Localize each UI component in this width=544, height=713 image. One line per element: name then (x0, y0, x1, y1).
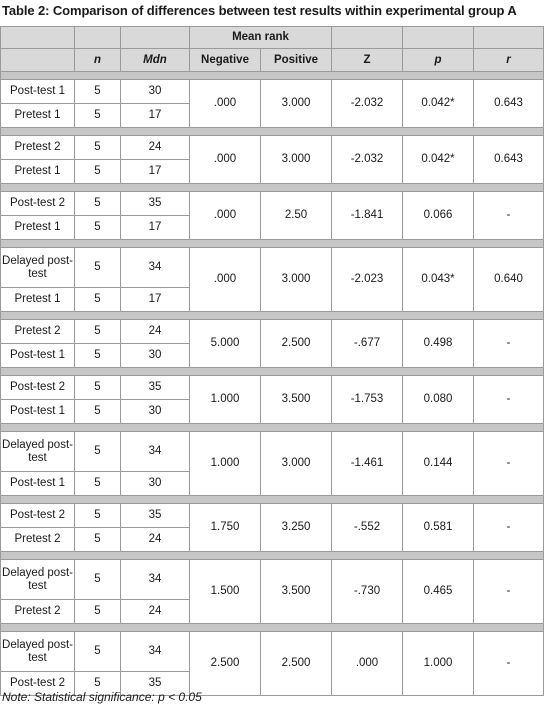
group-separator (1, 72, 544, 80)
z-cell: .000 (332, 632, 403, 696)
row-label: Post-test 1 (1, 344, 75, 368)
negative-cell: 1.000 (190, 432, 261, 496)
row-label: Post-test 2 (1, 376, 75, 400)
table-row (1, 504, 544, 528)
table-row (1, 376, 544, 400)
group-separator (1, 624, 544, 632)
n-cell: 5 (75, 320, 121, 344)
n-cell: 5 (75, 504, 121, 528)
header-blank (474, 27, 544, 49)
table-note: Note: Statistical significance: p < 0.05 (2, 690, 202, 704)
n-cell: 5 (75, 160, 121, 184)
p-cell: 0.498 (403, 320, 474, 368)
n-cell: 5 (75, 600, 121, 624)
z-cell: -1.841 (332, 192, 403, 240)
table-row (1, 432, 544, 472)
negative-cell: .000 (190, 192, 261, 240)
mdn-cell: 24 (121, 136, 190, 160)
group-separator (1, 128, 544, 136)
separator-cell (1, 240, 544, 248)
z-cell: -.552 (332, 504, 403, 552)
table-row (1, 248, 544, 288)
mdn-cell: 24 (121, 600, 190, 624)
positive-cell: 3.000 (261, 432, 332, 496)
p-cell: 0.042* (403, 80, 474, 128)
header-row-columns (1, 49, 544, 72)
separator-cell (1, 312, 544, 320)
r-cell: - (474, 432, 544, 496)
n-cell: 5 (75, 376, 121, 400)
row-label: Post-test 1 (1, 400, 75, 424)
table-title: Table 2: Comparison of differences between test results within experimental group A (2, 3, 517, 18)
header-positive: Positive (261, 49, 332, 72)
z-cell: -.730 (332, 560, 403, 624)
separator-cell (1, 496, 544, 504)
n-cell: 5 (75, 288, 121, 312)
positive-cell: 3.000 (261, 80, 332, 128)
row-label: Post-test 1 (1, 472, 75, 496)
header-blank (1, 27, 75, 49)
table-row (1, 80, 544, 104)
mdn-cell: 35 (121, 376, 190, 400)
mdn-cell: 30 (121, 400, 190, 424)
negative-cell: 2.500 (190, 632, 261, 696)
n-cell: 5 (75, 560, 121, 600)
n-cell: 5 (75, 472, 121, 496)
row-label: Delayed post-test (1, 632, 75, 672)
mdn-cell: 17 (121, 288, 190, 312)
positive-cell: 2.500 (261, 320, 332, 368)
mdn-cell: 34 (121, 560, 190, 600)
mdn-cell: 30 (121, 344, 190, 368)
r-cell: 0.643 (474, 136, 544, 184)
p-cell: 0.043* (403, 248, 474, 312)
row-label: Post-test 2 (1, 672, 75, 696)
group-separator (1, 552, 544, 560)
r-cell: - (474, 560, 544, 624)
p-cell: 0.042* (403, 136, 474, 184)
row-label: Delayed post-test (1, 560, 75, 600)
table-row (1, 560, 544, 600)
r-cell: - (474, 376, 544, 424)
separator-cell (1, 624, 544, 632)
row-label: Post-test 2 (1, 504, 75, 528)
negative-cell: 1.500 (190, 560, 261, 624)
mdn-cell: 17 (121, 216, 190, 240)
p-cell: 0.144 (403, 432, 474, 496)
mdn-cell: 34 (121, 248, 190, 288)
separator-cell (1, 368, 544, 376)
row-label: Pretest 2 (1, 136, 75, 160)
mdn-cell: 24 (121, 320, 190, 344)
r-cell: - (474, 320, 544, 368)
table-row (1, 192, 544, 216)
header-p: p (403, 49, 474, 72)
r-cell: 0.640 (474, 248, 544, 312)
mdn-cell: 30 (121, 80, 190, 104)
positive-cell: 2.50 (261, 192, 332, 240)
header-z: Z (332, 49, 403, 72)
n-cell: 5 (75, 216, 121, 240)
r-cell: - (474, 632, 544, 696)
p-cell: 0.581 (403, 504, 474, 552)
p-cell: 0.080 (403, 376, 474, 424)
mdn-cell: 34 (121, 432, 190, 472)
group-separator (1, 424, 544, 432)
p-cell: 0.465 (403, 560, 474, 624)
row-label: Pretest 2 (1, 528, 75, 552)
separator-cell (1, 552, 544, 560)
table-row (1, 320, 544, 344)
row-label: Pretest 2 (1, 600, 75, 624)
group-separator (1, 184, 544, 192)
positive-cell: 3.000 (261, 136, 332, 184)
group-separator (1, 312, 544, 320)
mdn-cell: 17 (121, 104, 190, 128)
n-cell: 5 (75, 248, 121, 288)
table-body (1, 72, 544, 696)
positive-cell: 2.500 (261, 632, 332, 696)
z-cell: -2.032 (332, 136, 403, 184)
positive-cell: 3.250 (261, 504, 332, 552)
header-blank (403, 27, 474, 49)
header-label (1, 49, 75, 72)
header-blank (121, 27, 190, 49)
header-n: n (75, 49, 121, 72)
mdn-cell: 34 (121, 632, 190, 672)
r-cell: 0.643 (474, 80, 544, 128)
n-cell: 5 (75, 80, 121, 104)
positive-cell: 3.500 (261, 376, 332, 424)
positive-cell: 3.000 (261, 248, 332, 312)
p-cell: 0.066 (403, 192, 474, 240)
z-cell: -2.023 (332, 248, 403, 312)
negative-cell: .000 (190, 80, 261, 128)
row-label: Post-test 2 (1, 192, 75, 216)
group-separator (1, 368, 544, 376)
header-mean-rank: Mean rank (190, 27, 332, 49)
z-cell: -.677 (332, 320, 403, 368)
r-cell: - (474, 192, 544, 240)
header-mdn: Mdn (121, 49, 190, 72)
group-separator (1, 240, 544, 248)
p-cell: 1.000 (403, 632, 474, 696)
header-negative: Negative (190, 49, 261, 72)
r-cell: - (474, 504, 544, 552)
mdn-cell: 35 (121, 504, 190, 528)
mdn-cell: 24 (121, 528, 190, 552)
header-r: r (474, 49, 544, 72)
z-cell: -1.461 (332, 432, 403, 496)
n-cell: 5 (75, 672, 121, 696)
row-label: Post-test 1 (1, 80, 75, 104)
row-label: Delayed post-test (1, 432, 75, 472)
z-cell: -1.753 (332, 376, 403, 424)
row-label: Pretest 1 (1, 160, 75, 184)
mdn-cell: 17 (121, 160, 190, 184)
n-cell: 5 (75, 344, 121, 368)
n-cell: 5 (75, 632, 121, 672)
comparison-table (0, 26, 544, 696)
n-cell: 5 (75, 400, 121, 424)
row-label: Delayed post-test (1, 248, 75, 288)
table-row (1, 632, 544, 672)
n-cell: 5 (75, 528, 121, 552)
n-cell: 5 (75, 136, 121, 160)
separator-cell (1, 424, 544, 432)
separator-cell (1, 184, 544, 192)
z-cell: -2.032 (332, 80, 403, 128)
mdn-cell: 30 (121, 472, 190, 496)
mdn-cell: 35 (121, 192, 190, 216)
header-row-top (1, 27, 544, 49)
n-cell: 5 (75, 104, 121, 128)
separator-cell (1, 128, 544, 136)
negative-cell: 5.000 (190, 320, 261, 368)
negative-cell: 1.750 (190, 504, 261, 552)
table-row (1, 136, 544, 160)
negative-cell: 1.000 (190, 376, 261, 424)
row-label: Pretest 2 (1, 320, 75, 344)
group-separator (1, 496, 544, 504)
header-blank (332, 27, 403, 49)
header-blank (75, 27, 121, 49)
row-label: Pretest 1 (1, 216, 75, 240)
n-cell: 5 (75, 192, 121, 216)
separator-cell (1, 72, 544, 80)
mdn-cell: 35 (121, 672, 190, 696)
positive-cell: 3.500 (261, 560, 332, 624)
negative-cell: .000 (190, 136, 261, 184)
negative-cell: .000 (190, 248, 261, 312)
row-label: Pretest 1 (1, 104, 75, 128)
row-label: Pretest 1 (1, 288, 75, 312)
n-cell: 5 (75, 432, 121, 472)
